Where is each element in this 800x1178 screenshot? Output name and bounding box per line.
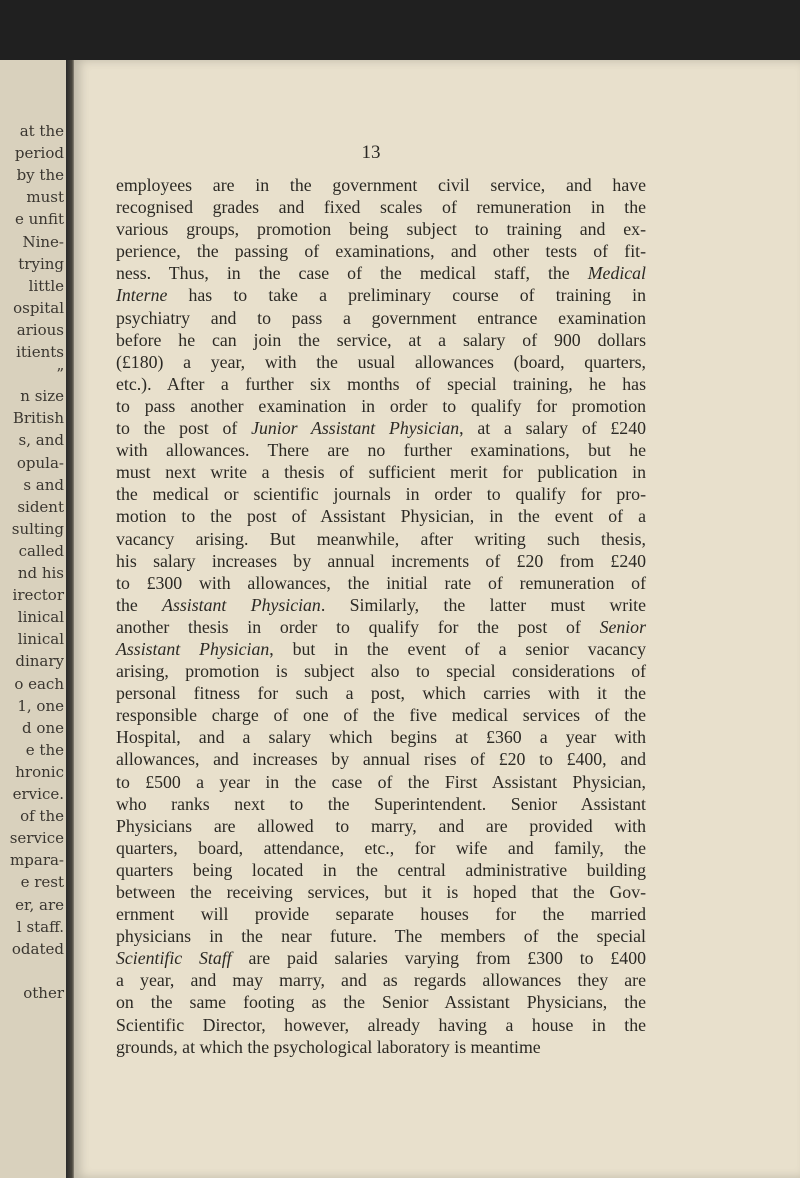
text-run: Scientific Director, however, already having a house in the xyxy=(116,1014,646,1035)
text-line xyxy=(116,991,646,1013)
previous-page-fragment: e rest xyxy=(20,873,64,892)
previous-page-fragment: British xyxy=(12,409,64,428)
text-line xyxy=(116,550,646,572)
italic-phrase: Interne xyxy=(116,285,168,306)
text-line xyxy=(116,925,646,947)
italic-phrase: Junior Assistant Physician xyxy=(251,418,460,439)
text-run: quarters, board, attendance, etc., for wife and family, the xyxy=(116,837,646,858)
previous-page-fragment: other xyxy=(23,983,64,1002)
text-line xyxy=(116,439,646,461)
text-run: to pass another examination in order to qualify for promotion xyxy=(116,395,646,416)
previous-page-fragment: mpara- xyxy=(10,851,64,870)
text-run: recognised grades and fixed scales of remuneration in the xyxy=(116,197,646,218)
text-line xyxy=(116,859,646,881)
text-line xyxy=(116,748,646,770)
text-run: before he can join the service, at a salary of 900 dollars xyxy=(116,329,646,350)
previous-page-fragment: opula- xyxy=(16,453,64,472)
text-run: (£180) a year, with the usual allowances (board, quarters, xyxy=(116,351,646,372)
text-run: ness. Thus, in the case of the medical staff, the xyxy=(116,263,588,284)
text-run: who ranks next to the Superintendent. Senior Assistant xyxy=(116,793,646,814)
body-text xyxy=(116,174,646,1058)
text-run: arising, promotion is subject also to special considerations of xyxy=(116,661,646,682)
text-line xyxy=(116,174,646,196)
text-run: has to take a preliminary course of training in xyxy=(167,285,646,306)
text-run: Physicians are allowed to marry, and are provided with xyxy=(116,815,646,836)
text-line xyxy=(116,218,646,240)
text-line xyxy=(116,594,646,616)
text-run: between the receiving services, but it is hoped that the Gov- xyxy=(116,882,646,902)
previous-page-fragment: hronic xyxy=(15,762,64,781)
previous-page-fragment: itients xyxy=(16,343,64,361)
previous-page-edge xyxy=(0,60,68,1178)
text-run: Hospital, and a salary which begins at £360 a year with xyxy=(116,727,646,748)
text-line xyxy=(116,284,646,306)
text-line xyxy=(116,1014,646,1036)
previous-page-fragment: e the xyxy=(25,740,64,759)
text-line xyxy=(116,528,646,550)
text-run: motion to the post of Assistant Physician, in the event of a xyxy=(116,506,646,527)
text-line xyxy=(116,417,646,439)
text-line xyxy=(116,682,646,704)
text-run: various groups, promotion being subject to training and ex- xyxy=(116,219,646,240)
previous-page-fragment: called xyxy=(18,541,64,560)
previous-page-fragment: ervice. xyxy=(12,785,64,803)
text-run: with allowances. There are no further examinations, but he xyxy=(116,440,646,461)
text-run: vacancy arising. But meanwhile, after writing such thesis, xyxy=(116,528,646,549)
text-run: , but in the event of a senior vacancy xyxy=(269,638,646,659)
previous-page-fragment: of the xyxy=(20,807,64,826)
previous-page-fragment: ” xyxy=(56,365,64,384)
previous-page-fragment: ospital xyxy=(13,298,64,317)
text-line xyxy=(116,196,646,218)
previous-page-fragment: 1, one xyxy=(17,696,64,715)
italic-phrase: Assistant Physician xyxy=(162,594,321,615)
text-line xyxy=(116,373,646,395)
previous-page-fragment: d one xyxy=(22,718,64,737)
text-run: the medical or scientific journals in order to qualify for pro- xyxy=(116,484,646,505)
text-line xyxy=(116,969,646,991)
italic-phrase: Medical xyxy=(587,263,646,284)
text-run: perience, the passing of examinations, and other tests of fit- xyxy=(116,241,646,262)
text-run: are paid salaries varying from £300 to £400 xyxy=(231,948,646,969)
previous-page-fragment: odated xyxy=(11,939,64,958)
text-line xyxy=(116,815,646,837)
text-run: grounds, at which the psychological laboratory is meantime xyxy=(116,1036,541,1057)
previous-page-fragment: dinary xyxy=(15,652,64,671)
text-line xyxy=(116,572,646,594)
italic-phrase: Assistant Physician xyxy=(116,638,270,659)
previous-page-fragment: period xyxy=(14,144,64,163)
text-run: , at a salary of £240 xyxy=(459,418,646,439)
previous-page-fragment: er, are xyxy=(15,895,64,914)
previous-page-fragment: s and xyxy=(23,475,64,494)
text-line xyxy=(116,837,646,859)
previous-page-fragment: s, and xyxy=(18,431,64,450)
text-line xyxy=(116,726,646,748)
previous-page-fragment: e unfit xyxy=(15,210,64,229)
previous-page-fragment: irector xyxy=(12,586,64,605)
previous-page-fragment: little xyxy=(28,276,64,295)
text-line xyxy=(116,461,646,483)
previous-page-fragment: at the xyxy=(19,122,64,140)
text-run: another thesis in order to qualify for the post of xyxy=(116,616,600,637)
previous-page-fragment: trying xyxy=(18,254,64,273)
text-line xyxy=(116,483,646,505)
text-line xyxy=(116,881,646,903)
text-line xyxy=(116,1036,646,1058)
text-run: to the post of xyxy=(116,418,252,439)
text-line xyxy=(116,947,646,969)
text-run: the xyxy=(116,594,163,615)
text-line xyxy=(116,505,646,527)
previous-page-fragment: by the xyxy=(16,166,64,185)
previous-page-fragment: Nine- xyxy=(22,232,64,251)
text-run: physicians in the near future. The members of the special xyxy=(116,926,646,947)
text-run: responsible charge of one of the five medical services of the xyxy=(116,705,646,726)
text-line xyxy=(116,903,646,925)
text-run: his salary increases by annual increments of £20 from £240 xyxy=(116,550,646,571)
text-line xyxy=(116,307,646,329)
previous-page-fragment: l staff. xyxy=(16,917,64,936)
text-run: personal fitness for such a post, which carries with it the xyxy=(116,683,646,704)
text-run: employees are in the government civil service, and have xyxy=(116,175,646,195)
italic-phrase: Senior xyxy=(599,616,646,637)
text-line xyxy=(116,240,646,262)
previous-page-fragment: nd his xyxy=(17,564,64,582)
previous-page-fragment: linical xyxy=(17,608,64,627)
text-line xyxy=(116,351,646,373)
text-line xyxy=(116,771,646,793)
previous-page-fragment: arious xyxy=(16,320,64,339)
page-number: 13 xyxy=(361,142,381,163)
text-run: must next write a thesis of sufficient merit for publication in xyxy=(116,462,646,483)
previous-page-fragment: sulting xyxy=(11,519,64,538)
scanner-background xyxy=(0,0,800,62)
text-run: ernment will provide separate houses for the married xyxy=(116,904,646,925)
text-run: to £300 with allowances, the initial rate of remuneration of xyxy=(116,572,646,593)
text-run: etc.). After a further six months of special training, he has xyxy=(116,373,646,394)
text-line xyxy=(116,395,646,417)
previous-page-fragment: o each xyxy=(14,674,64,693)
previous-page-fragment: must xyxy=(26,188,64,207)
text-run: a year, and may marry, and as regards allowances they are xyxy=(116,970,646,991)
text-run: quarters being located in the central administrative building xyxy=(116,859,646,880)
text-run: on the same footing as the Senior Assistant Physicians, the xyxy=(116,992,646,1013)
text-line xyxy=(116,262,646,284)
text-line xyxy=(116,793,646,815)
text-line xyxy=(116,704,646,726)
text-run: to £500 a year in the case of the First Assistant Physician, xyxy=(116,771,646,792)
text-run: . Similarly, the latter must write xyxy=(320,594,646,615)
text-line xyxy=(116,329,646,351)
text-run: allowances, and increases by annual rises of £20 to £400, and xyxy=(116,749,646,770)
previous-page-fragment: service xyxy=(9,829,64,848)
text-line xyxy=(116,616,646,638)
book-page xyxy=(74,60,800,1178)
text-run: psychiatry and to pass a government entrance examination xyxy=(116,307,646,328)
text-line xyxy=(116,660,646,682)
previous-page-fragment: n size xyxy=(20,387,64,406)
italic-phrase: Scientific Staff xyxy=(116,948,232,969)
text-line xyxy=(116,638,646,660)
previous-page-fragment: sident xyxy=(17,497,64,516)
previous-page-fragment: linical xyxy=(17,630,64,649)
